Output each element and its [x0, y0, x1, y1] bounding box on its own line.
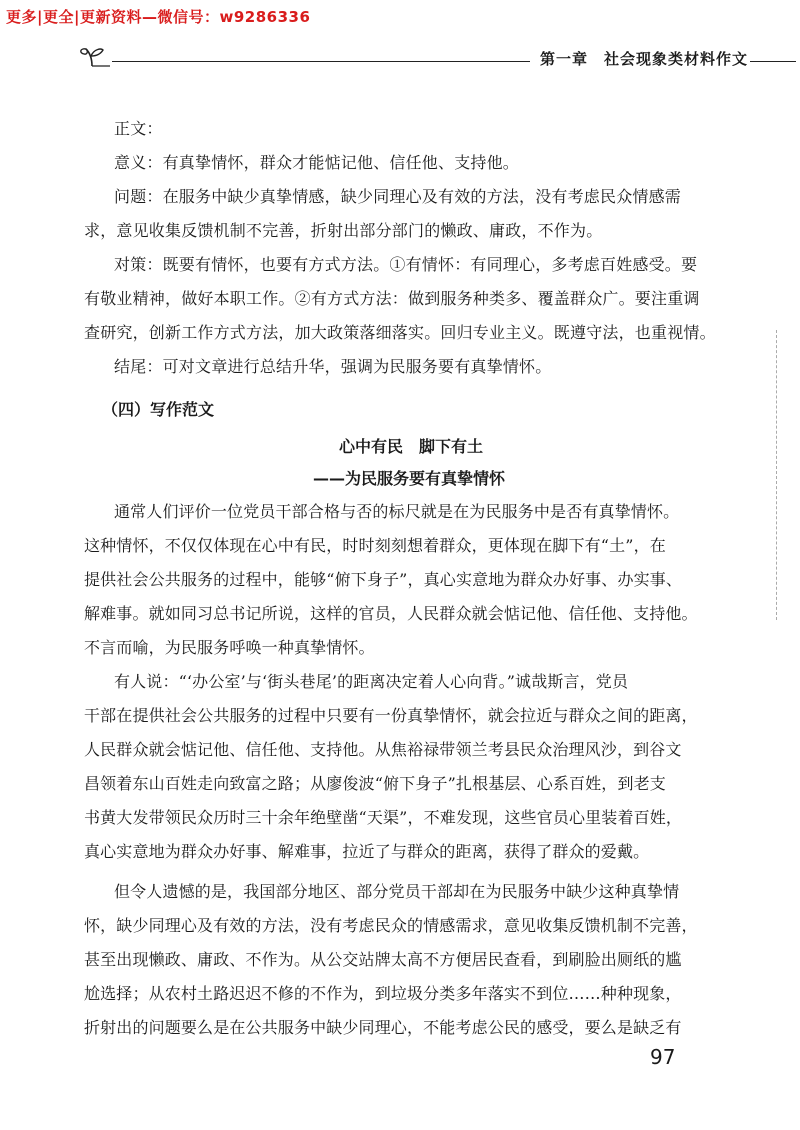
text-line: 意义：有真挚情怀，群众才能惦记他、信任他、支持他。 [114, 153, 520, 172]
text-line: 有敬业精神，做好本职工作。②有方式方法：做到服务种类多、覆盖群众广。要注重调 [84, 289, 700, 308]
essay-title: 心中有民 脚下有土 [338, 437, 483, 456]
text-line: 书黄大发带领民众历时三十余年绝壁凿“天渠”，不难发现，这些官员心里装着百姓， [84, 808, 683, 827]
sprout-icon [78, 44, 110, 68]
essay-body [84, 495, 698, 1045]
text-line: 求，意见收集反馈机制不完善，折射出部分部门的懒政、庸政，不作为。 [84, 221, 603, 240]
outline-section [84, 112, 716, 384]
page-number: 97 [650, 1045, 676, 1069]
outline-ending [84, 350, 672, 384]
text-line: 但令人遗憾的是，我国部分地区、部分党员干部却在为民服务中缺少这种真挚情 [114, 882, 680, 901]
essay-paragraph [84, 495, 698, 665]
text-line: 解难事。就如同习总书记所说，这样的官员，人民群众就会惦记他、信任他、支持他。 [84, 604, 698, 623]
text-line: 提供社会公共服务的过程中，能够“俯下身子”，真心实意地为群众办好事、办实事、 [84, 570, 683, 589]
outline-meaning [84, 146, 672, 180]
chapter-title: 第一章 社会现象类材料作文 [540, 50, 749, 68]
outline-body-label [84, 112, 672, 146]
text-line: 真心实意地为群众办好事、解难事，拉近了与群众的距离，获得了群众的爱戴。 [84, 842, 650, 861]
outline-problem [84, 180, 682, 248]
header-rule-right [750, 61, 796, 62]
text-line: 不言而喻，为民服务呼唤一种真挚情怀。 [84, 638, 375, 657]
text-line: 问题：在服务中缺少真挚情感，缺少同理心及有效的方法，没有考虑民众情感需 [114, 187, 682, 206]
text-line: 怀，缺少同理心及有效的方法，没有考虑民众的情感需求，意见收集反馈机制不完善， [84, 916, 698, 935]
text-line: 折射出的问题要么是在公共服务中缺少同理心，不能考虑公民的感受，要么是缺乏有 [84, 1018, 682, 1037]
essay-paragraph [84, 665, 698, 869]
text-line: 结尾：可对文章进行总结升华，强调为民服务要有真挚情怀。 [114, 357, 552, 376]
text-line: 昌领着东山百姓走向致富之路；从廖俊波“俯下身子”扎根基层、心系百姓，到老支 [84, 774, 666, 793]
essay-subtitle: ——为民服务要有真挚情怀 [312, 469, 505, 488]
text-line: 干部在提供社会公共服务的过程中只要有一份真挚情怀，就会拉近与群众之间的距离， [84, 706, 698, 725]
text-line: 这种情怀，不仅仅体现在心中有民，时时刻刻想着群众，更体现在脚下有“土”，在 [84, 536, 666, 555]
outline-countermeasure [84, 248, 716, 350]
running-header [78, 44, 798, 70]
text-line: 查研究，创新工作方式方法，加大政策落细落实。回归专业主义。既遵守法，也重视情。 [84, 323, 716, 342]
text-line: 甚至出现懒政、庸政、不作为。从公交站牌太高不方便居民查看，到刷脸出厕纸的尴 [84, 950, 682, 969]
text-line: 对策：既要有情怀，也要有方式方法。①有情怀：有同理心，多考虑百姓感受。要 [114, 255, 698, 274]
header-rule-left [112, 61, 530, 62]
text-line: 正文： [114, 119, 163, 138]
text-line: 通常人们评价一位党员干部合格与否的标尺就是在为民服务中是否有真挚情怀。 [114, 502, 680, 521]
essay-paragraph [84, 875, 698, 1045]
watermark-text: 更多|更全|更新资料—微信号：w9286336 [6, 8, 311, 26]
text-line: 有人说：“‘办公室’与‘街头巷尾’的距离决定着人心向背。”诚哉斯言，党员 [114, 672, 629, 691]
text-line: 尬选择；从农村土路迟迟不修的不作为，到垃圾分类多年落实不到位……种种现象， [84, 984, 682, 1003]
section-heading: （四）写作范文 [102, 400, 215, 419]
text-line: 人民群众就会惦记他、信任他、支持他。从焦裕禄带领兰考县民众治理风沙，到谷文 [84, 740, 682, 759]
